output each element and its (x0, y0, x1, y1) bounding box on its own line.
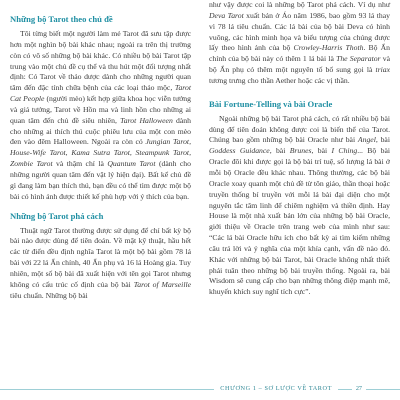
italic-title-text: The Separator (336, 54, 381, 64)
italic-title-text: triax (375, 65, 390, 75)
body-text: xuất bản ở Áo năm 1986, bao gồm 93 lá thay vì 78 lá tiêu chuẩn. Các lá bài của bộ bài Deva có hình vuông, các hình minh họa và biểu tượng của chúng được lấy theo hình ảnh của bộ (209, 10, 390, 53)
italic-title-text: Crowley-Harris Thoth (293, 43, 364, 53)
paragraph-unconventional-tarot (10, 226, 191, 302)
italic-title-text: Deva Tarot (209, 10, 244, 20)
page-footer (0, 385, 400, 400)
body-text: (dành cho những người quan tâm đến vật lý hiện đại). Bất kể chủ đề gì đang làm bạn thích thú, bạn đều có thể tìm được một bộ bài có hình ảnh được thiết kế phù hợp với ý thích của bạn. (10, 159, 191, 201)
body-text: . Bộ Ẩn chính của bộ bài này có thêm 1 lá bài là (209, 43, 390, 64)
body-text: Thuật ngữ Tarot thường được sử dụng để chỉ bất kỳ bộ bài nào được dùng để tiên đoán. Về mặt kỹ thuật, hầu hết các từ điển đều định nghĩa Tarot là một bộ bài gồm 78 lá bài với 22 lá Ẩn chính, 40 Ẩn phụ và 16 lá Hoàng gia. Tuy nhiên, một số bộ bài đã xuất hiện với tên gọi Tarot nhưng không có cấu trúc cố định của bộ bài (10, 225, 191, 289)
italic-title-text: Quantum Tarot (107, 159, 156, 169)
italic-title-text: Tarot Cat People (10, 83, 191, 104)
body-text: như vậy được coi là những bộ Tarot phá cách. Ví dụ như (209, 0, 390, 9)
heading-fortune-telling-oracle: Bài Fortune-Telling và bài Oracle (209, 98, 333, 109)
body-text: tiêu chuẩn. Những bộ bài (10, 290, 88, 300)
italic-title-text: Jungian Tarot, House-Wife Tarot, Kama Sutra Tarot, Steampunk Tarot, Zombie Tarot (10, 137, 191, 169)
italic-title-text: Goddess Guidance (209, 146, 270, 156)
body-text: , bài (269, 146, 290, 156)
body-text: dành cho những ai thích thú cuộc phiêu lưu của một con mèo đen vào đêm Halloween. Ngoài ra còn có (10, 115, 191, 147)
heading-themed-tarot: Những bộ Tarot theo chủ đề (10, 14, 113, 24)
left-column (10, 0, 191, 301)
italic-title-text: Brunes (289, 146, 312, 156)
paragraph-themed-tarot (10, 29, 191, 203)
footer-chapter-title: CHƯƠNG 1 – SƠ LƯỢC VỀ TAROT (214, 385, 338, 392)
paragraph-deva-tarot (209, 0, 390, 87)
body-text: (người mèo) kết hợp giữa khoa học viễn tưởng và giả tưởng, Tarot về Hồn ma và linh hồn cho những ai quan tâm đến chủ đề siêu nhiên, (10, 94, 191, 125)
italic-title-text: I Ching (331, 146, 358, 156)
italic-title-text: Angel (357, 135, 376, 145)
body-text: ... Bộ bài Oracle đôi khi được gọi là bộ bài trí tuệ, số lượng lá bài ở mỗi bộ Oracle đều khác nhau. Thông thường, các bộ bài Oracle xoay quanh một chủ đề từ tôn giáo, thần thoại hoặc truyền thống bí truyền với mỗi lá bài đại diện cho một nguyên tắc tâm linh để chiêm nghiệm và thiền định. Hay House là một nhà xuất bản lớn của những bộ bài Oracle, giới thiệu về Oracle trên trang web của mình như sau: “Các lá bài Oracle hữu ích cho bất kỳ ai tìm kiếm những câu trả lời và ý nghĩa của một khía cạnh, vấn đề nào đó. Khác với những bộ bài Tarot, bài Oracle không nhất thiết phải tuân theo những bộ bài truyền thống. Ngoài ra, bài Wisdom sẽ cung cấp cho bạn những thông điệp mạnh mẽ, khuyến khích suy nghĩ tích cực”. (209, 146, 390, 297)
body-text: và thậm chí là (52, 159, 108, 169)
body-text: Tôi từng biết một người làm mẻ Tarot đã sưu tập được hơn một nghìn bộ bài khác nhau; ngoài ra trên thị trường còn có vô số những bộ bài khác. Có nhiều bộ bài Tarot tập trung vào một chủ đề cụ thể và thu hút một đối tượng nhất định: Có Tarot về thảo dược dành cho những người quan tâm đến đặc tính chữa bệnh của các loại thảo mộc, (10, 29, 191, 93)
footer-page-number: 27 (352, 385, 366, 392)
body-text: Ngoài những bộ bài Tarot phá cách, có rất nhiều bộ bài dùng để tiên đoán không được coi là biến thể của Tarot. Chúng bao gồm những bộ bài Oracle như bài (209, 113, 390, 145)
right-column (209, 0, 390, 298)
italic-title-text: Tarot Halloween (120, 115, 173, 125)
body-text: tương trưng cho thần Aether hoặc các vị thần. (209, 75, 350, 85)
paragraph-oracle-cards (209, 114, 390, 298)
body-text: và bộ Ẩn phụ có thêm một nguyên tố bổ sung gọi là (209, 54, 390, 75)
heading-unconventional-tarot: Những bộ Tarot phá cách (10, 210, 104, 221)
italic-title-text: Tarot of Marseille (133, 279, 192, 289)
footer-rule (0, 389, 400, 390)
body-text: , bài (311, 146, 332, 156)
body-text: , bài (375, 135, 390, 145)
